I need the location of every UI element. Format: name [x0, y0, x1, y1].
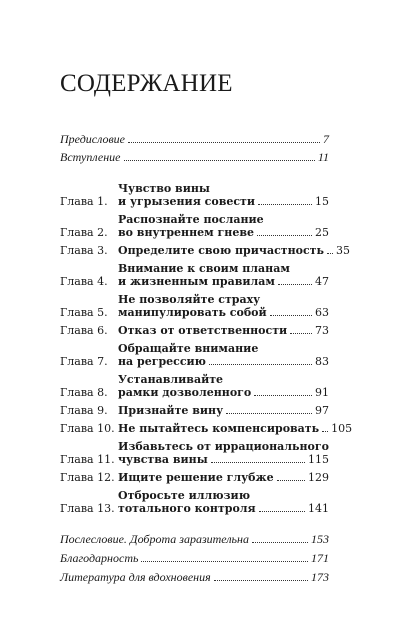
- entry-text: [118, 471, 329, 484]
- entry-title-line: Предисловие: [60, 132, 126, 146]
- entry-last-line: [118, 306, 329, 319]
- dot-leader: [277, 480, 305, 481]
- toc-chapter-entry[interactable]: [60, 213, 329, 239]
- dot-leader: [124, 160, 315, 161]
- entry-title-line: Литература для вдохновения: [60, 570, 211, 584]
- entry-last-line: [118, 453, 329, 466]
- page-number: 141: [308, 502, 329, 515]
- page-number: 171: [311, 551, 329, 565]
- dot-leader: [226, 413, 312, 414]
- page-number: 91: [315, 386, 329, 399]
- entry-last-line: [118, 355, 329, 368]
- page-number: 35: [335, 244, 350, 257]
- toc-chapter-entry[interactable]: [60, 324, 329, 337]
- toc-chapter-entry[interactable]: [60, 244, 350, 257]
- entry-text: [118, 262, 329, 288]
- entry-title-line: манипулировать собой: [118, 306, 267, 319]
- entry-title-line: Определите свою причастность: [118, 244, 324, 257]
- toc-list: [60, 132, 353, 589]
- page-number: 11: [317, 150, 329, 164]
- chapter-number: Глава 5.: [60, 306, 108, 319]
- entry-text: [60, 532, 329, 546]
- entry-title-line: Не позволяйте страху: [118, 293, 261, 306]
- chapter-number: Глава 4.: [60, 275, 108, 288]
- page-number: 115: [308, 453, 329, 466]
- toc-chapter-entry[interactable]: [60, 404, 329, 417]
- dot-leader: [278, 284, 312, 285]
- entry-last-line: [60, 551, 329, 565]
- toc-entry[interactable]: [60, 150, 329, 164]
- page-number: 105: [331, 422, 353, 435]
- entry-last-line: [118, 422, 353, 435]
- toc-chapter-entry[interactable]: [60, 489, 329, 515]
- toc-chapter-entry[interactable]: [60, 262, 329, 288]
- chapter-number: Глава 1.: [60, 195, 108, 208]
- page-number: 25: [315, 226, 329, 239]
- chapter-number: Глава 8.: [60, 386, 108, 399]
- entry-text: [60, 132, 329, 146]
- toc-entry[interactable]: [60, 551, 329, 565]
- chapter-number: Глава 12.: [60, 471, 115, 484]
- entry-last-line: [118, 502, 329, 515]
- entry-title-line: и угрызения совести: [118, 195, 256, 208]
- entry-last-line: [118, 386, 329, 399]
- toc-chapter-entry[interactable]: [60, 422, 353, 435]
- chapter-number: Глава 9.: [60, 404, 108, 417]
- entry-title-line: Внимание к своим планам: [118, 262, 290, 275]
- entry-title-line: Благодарность: [60, 551, 139, 565]
- entry-text: [118, 324, 329, 337]
- dot-leader: [257, 235, 312, 236]
- page-number: 129: [308, 471, 329, 484]
- dot-leader: [327, 253, 333, 254]
- entry-title-line: Не пытайтесь компенсировать: [118, 422, 320, 435]
- entry-last-line: [118, 404, 329, 417]
- entry-text: [60, 150, 329, 164]
- entry-title-line: Устанавливайте: [118, 373, 224, 386]
- toc-chapter-entry[interactable]: [60, 342, 329, 368]
- entry-title-line: Отбросьте иллюзию: [118, 489, 250, 502]
- entry-title-line: Послесловие. Доброта заразительна: [60, 532, 249, 546]
- entry-title-line: Отказ от ответственности: [118, 324, 288, 337]
- entry-title-line: Распознайте послание: [118, 213, 264, 226]
- entry-last-line: [60, 132, 329, 146]
- dot-leader: [322, 431, 328, 432]
- toc-chapter-entry[interactable]: [60, 373, 329, 399]
- page-number: 73: [315, 324, 329, 337]
- page-number: 83: [315, 355, 329, 368]
- chapter-number: Глава 3.: [60, 244, 108, 257]
- entry-text: [60, 551, 329, 565]
- page-number: 173: [311, 570, 329, 584]
- page-number: 47: [315, 275, 329, 288]
- entry-last-line: [118, 226, 329, 239]
- dot-leader: [270, 315, 312, 316]
- page-number: 153: [311, 532, 329, 546]
- toc-entry[interactable]: [60, 570, 329, 584]
- dot-leader: [290, 333, 312, 334]
- dot-leader: [214, 580, 308, 581]
- entry-title-line: рамки дозволенного: [118, 386, 252, 399]
- toc-chapter-entry[interactable]: [60, 471, 329, 484]
- page-number: 7: [323, 132, 329, 146]
- dot-leader: [128, 142, 320, 143]
- entry-title-line: Обращайте внимание: [118, 342, 259, 355]
- entry-title-line: чувства вины: [118, 453, 208, 466]
- page-number: 63: [315, 306, 329, 319]
- toc-chapter-entry[interactable]: [60, 440, 329, 466]
- entry-text: [118, 404, 329, 417]
- entry-text: [118, 182, 329, 208]
- toc-entry[interactable]: [60, 532, 329, 546]
- toc-chapter-entry[interactable]: [60, 182, 329, 208]
- chapter-number: Глава 6.: [60, 324, 108, 337]
- entry-title-line: во внутреннем гневе: [118, 226, 254, 239]
- entry-title-line: Избавьтесь от иррационального: [118, 440, 329, 453]
- entry-last-line: [118, 324, 329, 337]
- entry-title-line: Вступление: [60, 150, 121, 164]
- chapter-number: Глава 10.: [60, 422, 115, 435]
- dot-leader: [209, 364, 312, 365]
- dot-leader: [254, 395, 312, 396]
- entry-text: [118, 213, 329, 239]
- page-title: СОДЕРЖАНИЕ: [60, 70, 233, 97]
- dot-leader: [141, 561, 308, 562]
- entry-text: [118, 440, 329, 466]
- entry-last-line: [60, 570, 329, 584]
- entry-last-line: [60, 532, 329, 546]
- entry-text: [118, 244, 350, 257]
- dot-leader: [258, 204, 312, 205]
- entry-title-line: Ищите решение глубже: [118, 471, 274, 484]
- entry-text: [118, 489, 329, 515]
- entry-text: [118, 342, 329, 368]
- toc-chapter-entry[interactable]: [60, 293, 329, 319]
- page-number: 15: [315, 195, 329, 208]
- entry-title-line: Признайте вину: [118, 404, 224, 417]
- dot-leader: [211, 462, 305, 463]
- chapter-number: Глава 7.: [60, 355, 108, 368]
- chapter-number: Глава 13.: [60, 502, 115, 515]
- entry-last-line: [118, 244, 350, 257]
- section-gap: [60, 168, 329, 182]
- entry-last-line: [118, 275, 329, 288]
- dot-leader: [252, 542, 308, 543]
- entry-last-line: [60, 150, 329, 164]
- section-gap: [60, 520, 329, 532]
- entry-title-line: и жизненным правилам: [118, 275, 275, 288]
- entry-title-line: тотального контроля: [118, 502, 256, 515]
- entry-last-line: [118, 471, 329, 484]
- dot-leader: [259, 511, 305, 512]
- chapter-number: Глава 11.: [60, 453, 115, 466]
- entry-text: [60, 570, 329, 584]
- entry-text: [118, 422, 353, 435]
- toc-entry[interactable]: [60, 132, 329, 146]
- entry-text: [118, 293, 329, 319]
- entry-title-line: Чувство вины: [118, 182, 210, 195]
- entry-title-line: на регрессию: [118, 355, 206, 368]
- page-number: 97: [315, 404, 329, 417]
- entry-text: [118, 373, 329, 399]
- entry-last-line: [118, 195, 329, 208]
- chapter-number: Глава 2.: [60, 226, 108, 239]
